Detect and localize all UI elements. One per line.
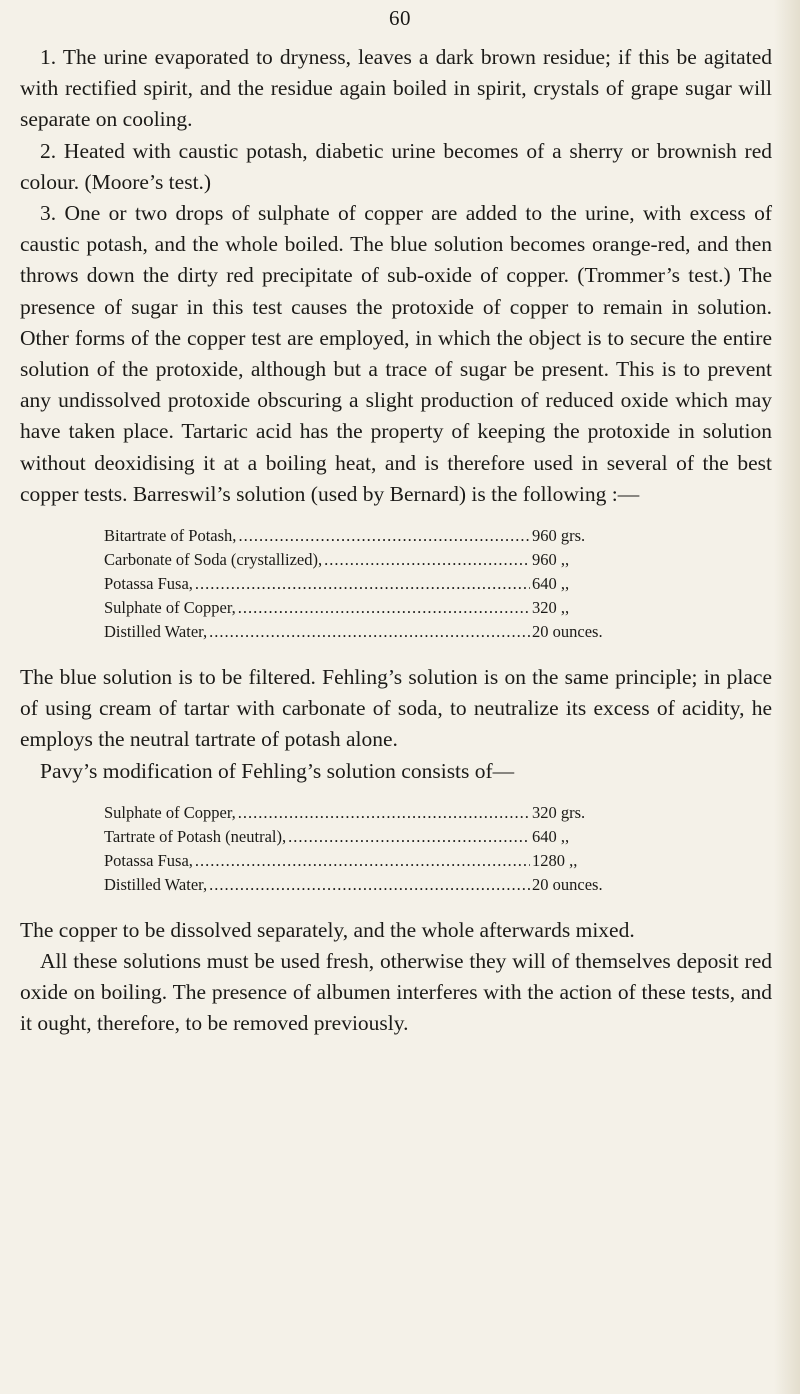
- dot-leader: [209, 620, 530, 644]
- ingredient-name: Sulphate of Copper,: [104, 802, 236, 822]
- dot-leader: [238, 524, 530, 548]
- dot-leader: [238, 801, 530, 825]
- recipe-row: [104, 873, 624, 897]
- ingredient-name: Sulphate of Copper,: [104, 598, 236, 618]
- paragraph-fehling: The blue solution is to be filtered. Fehling’s solution is on the same principle; in place of using cream of tartar with carbonate of soda, to neutralize its excess of acidity, he employs the neutral tartrate of potash alone.: [20, 665, 772, 752]
- ingredient-name: Tartrate of Potash (neutral),: [104, 826, 287, 846]
- ingredient-amount: 640 ,,: [532, 826, 570, 846]
- body-text: [20, 42, 772, 1040]
- dot-leader: [288, 825, 530, 849]
- ingredient-amount: 20 ounces.: [532, 874, 603, 894]
- recipe-row: [104, 620, 624, 644]
- paragraph-test-3: 3. One or two drops of sulphate of copper are added to the urine, with excess of caustic potash, and the whole boiled. The blue solution becomes orange-red, and then throws down the dirty red precipitate of sub-oxide of copper. (Trommer’s test.) The presence of sugar in this test causes the protoxide of copper to remain in solution. Other forms of the copper test are employed, in which the object is to secure the entire solution of the protoxide, although but a trace of sugar be present. This is to prevent any undissolved protoxide obscuring a slight production of reduced oxide which may have taken place. Tartaric acid has the property of keeping the protoxide in solution without deoxidising it at a boiling heat, and is therefore used in several of the best copper tests. Barreswil’s solution (used by Bernard) is the following :—: [20, 201, 772, 506]
- recipe-row: [104, 801, 624, 825]
- ingredient-name: Bitartrate of Potash,: [104, 526, 237, 546]
- paragraph-copper-dissolved: The copper to be dissolved separately, and the whole afterwards mixed.: [20, 917, 635, 942]
- ingredient-amount: 640 ,,: [532, 574, 570, 594]
- dot-leader: [209, 873, 530, 897]
- page-edge-shadow: [774, 0, 800, 1394]
- recipe-row: [104, 849, 624, 873]
- ingredient-name: Potassa Fusa,: [104, 850, 193, 870]
- ingredient-amount: 1280 ,,: [532, 850, 578, 870]
- paragraph-fresh-solutions: All these solutions must be used fresh, otherwise they will of themselves deposit red oxide on boiling. The presence of albumen interferes with the action of these tests, and it ought, therefore, to be removed previously.: [20, 949, 772, 1036]
- ingredient-amount: 320 grs.: [532, 802, 586, 822]
- ingredient-amount: 20 ounces.: [532, 622, 603, 642]
- pavy-recipe: [20, 801, 624, 897]
- ingredient-amount: 960 grs.: [532, 526, 586, 546]
- ingredient-name: Distilled Water,: [104, 874, 208, 894]
- dot-leader: [195, 572, 530, 596]
- barreswil-recipe: [20, 524, 624, 644]
- paragraph-test-1: 1. The urine evaporated to dryness, leaves a dark brown residue; if this be agitated with rectified spirit, and the residue again boiled in spirit, crystals of grape sugar will separate on cooling.: [20, 45, 772, 132]
- recipe-row: [104, 572, 624, 596]
- ingredient-name: Carbonate of Soda (crystallized),: [104, 550, 323, 570]
- dot-leader: [238, 596, 530, 620]
- dot-leader: [324, 548, 530, 572]
- ingredient-amount: 960 ,,: [532, 550, 570, 570]
- paragraph-pavy-intro: Pavy’s modification of Fehling’s solution consists of—: [40, 758, 515, 783]
- recipe-row: [104, 524, 624, 548]
- recipe-row: [104, 548, 624, 572]
- recipe-row: [104, 596, 624, 620]
- ingredient-amount: 320 ,,: [532, 598, 570, 618]
- paragraph-test-2: 2. Heated with caustic potash, diabetic urine becomes of a sherry or brownish red colour. (Moore’s test.): [20, 138, 772, 194]
- dot-leader: [195, 849, 530, 873]
- ingredient-name: Potassa Fusa,: [104, 574, 193, 594]
- recipe-row: [104, 825, 624, 849]
- ingredient-name: Distilled Water,: [104, 622, 208, 642]
- page-number: 60: [389, 6, 411, 30]
